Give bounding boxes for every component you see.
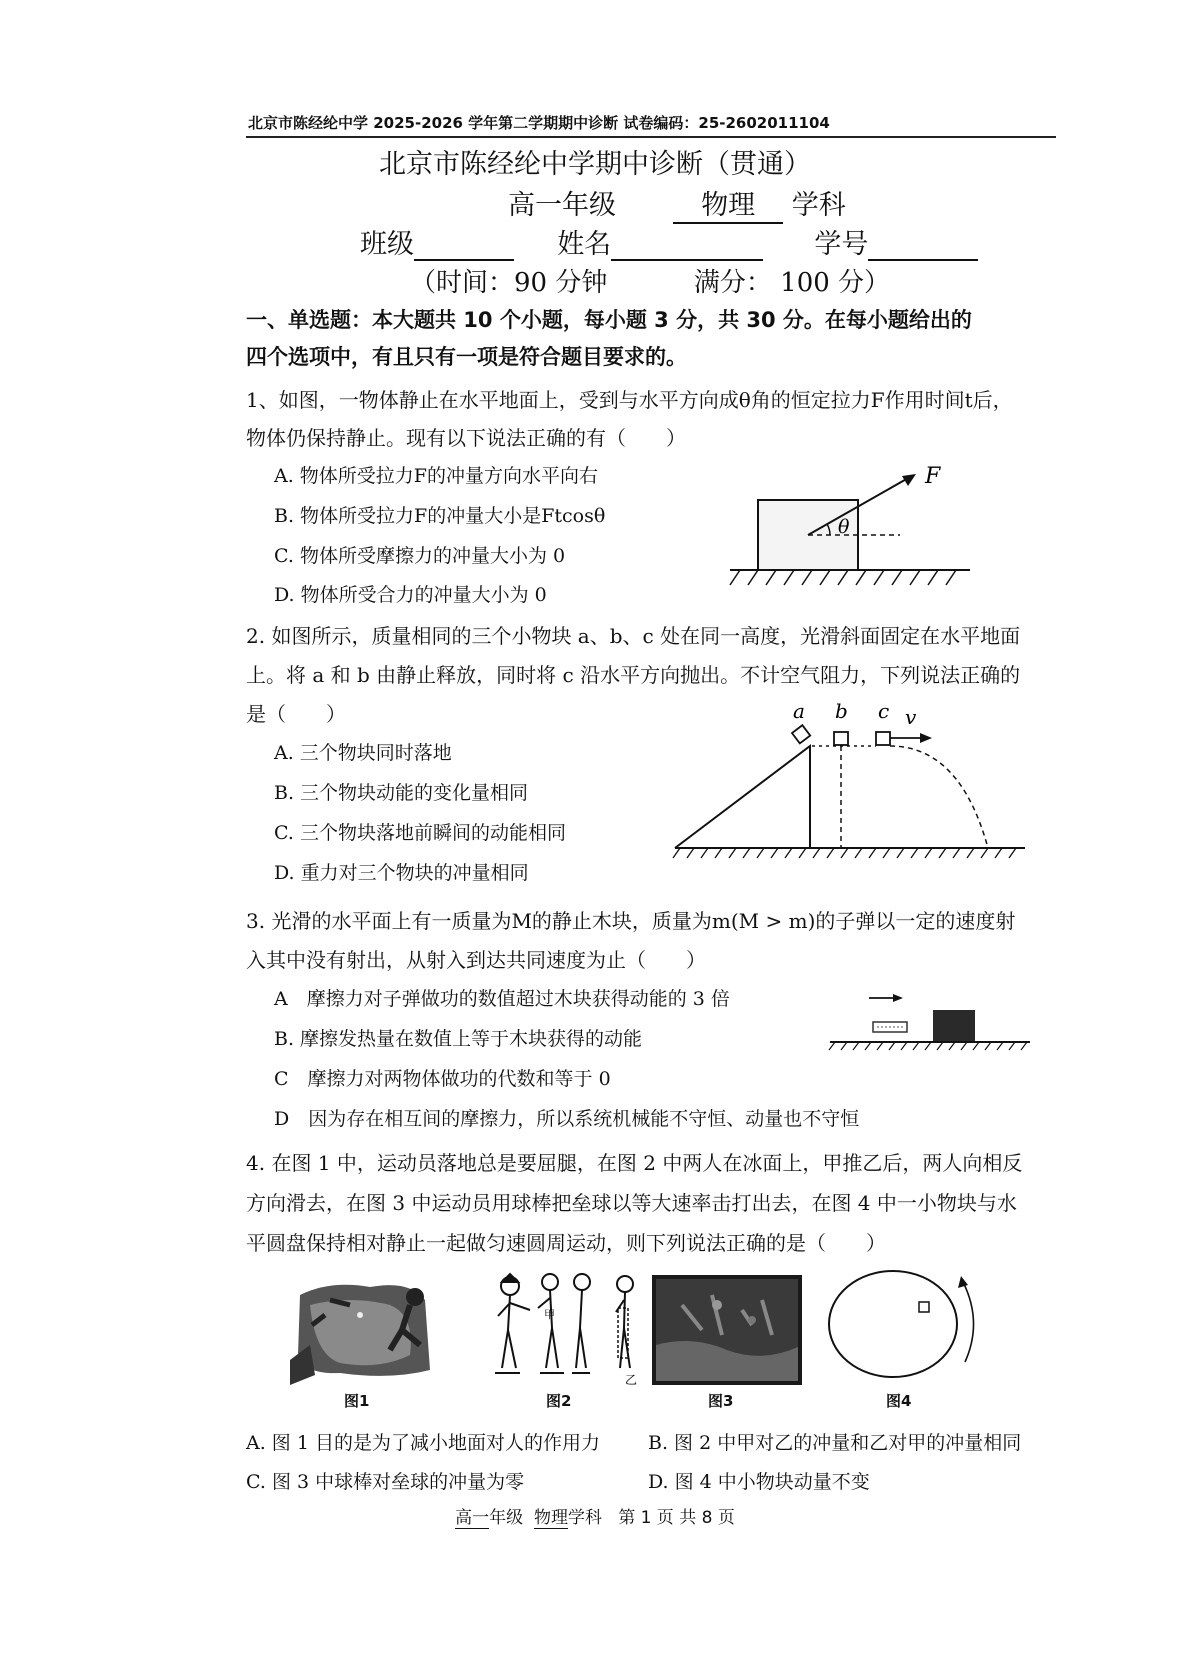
q4-option-a: A. 图 1 目的是为了减小地面对人的作用力 bbox=[246, 1432, 600, 1454]
time-info: （时间：90 分钟 bbox=[410, 268, 608, 298]
block-b bbox=[834, 732, 848, 745]
q3-option-a: A 摩擦力对子弹做功的数值超过木块获得动能的 3 倍 bbox=[274, 988, 730, 1010]
header-rule bbox=[246, 136, 1056, 138]
q1-figure bbox=[720, 455, 980, 595]
name-blank[interactable] bbox=[611, 233, 763, 261]
id-label: 学号 bbox=[814, 229, 869, 260]
q1-option-b: B. 物体所受拉力F的冲量大小是Ftcosθ bbox=[274, 505, 606, 527]
caption-fig2: 图2 bbox=[546, 1392, 572, 1410]
q3-option-c: C 摩擦力对两物体做功的代数和等于 0 bbox=[274, 1068, 611, 1090]
q2-option-b: B. 三个物块动能的变化量相同 bbox=[274, 782, 529, 804]
q1-stem-line2: 物体仍保持静止。现有以下说法正确的有（ ） bbox=[246, 426, 686, 450]
q4-figure-3 bbox=[652, 1275, 802, 1385]
label-c: c bbox=[878, 700, 890, 723]
block-a bbox=[792, 725, 810, 743]
wood-block-shape bbox=[933, 1010, 975, 1042]
force-label: F bbox=[925, 464, 941, 489]
score-info: 满分： 100 分） bbox=[693, 268, 891, 298]
id-blank[interactable] bbox=[868, 233, 978, 261]
student-info-line bbox=[360, 222, 978, 261]
q2-figure bbox=[670, 700, 1030, 865]
footer-subject: 物理 bbox=[533, 1508, 568, 1528]
footer-grade-suffix: 年级 bbox=[489, 1508, 524, 1528]
q4-option-b: B. 图 2 中甲对乙的冲量和乙对甲的冲量相同 bbox=[648, 1432, 1022, 1454]
q2-option-a: A. 三个物块同时落地 bbox=[274, 742, 452, 764]
q4-stem-line3: 平圆盘保持相对静止一起做匀速圆周运动，则下列说法正确的是（ ） bbox=[246, 1231, 886, 1255]
q3-stem-line1: 3. 光滑的水平面上有一质量为M的静止木块，质量为m(M > m)的子弹以一定的速度射 bbox=[246, 909, 1016, 933]
footer-subject-suffix: 学科 bbox=[567, 1508, 602, 1528]
class-blank[interactable] bbox=[414, 233, 514, 261]
q2-stem-line3: 是（ ） bbox=[246, 702, 346, 726]
theta-label: θ bbox=[838, 516, 850, 538]
q4-stem-line1: 4. 在图 1 中，运动员落地总是要屈腿，在图 2 中两人在冰面上，甲推乙后，两人向相反 bbox=[246, 1151, 1023, 1175]
label-a: a bbox=[793, 700, 805, 723]
q4-figure-1 bbox=[290, 1275, 440, 1385]
time-score-line bbox=[410, 262, 890, 299]
q3-figure bbox=[825, 990, 1035, 1060]
label-v: v bbox=[905, 705, 917, 729]
caption-fig1: 图1 bbox=[344, 1392, 370, 1410]
exam-header: 北京市陈经纶中学 2025-2026 学年第二学期期中诊断 试卷编码：25-2602011104 bbox=[248, 114, 830, 132]
q3-option-b: B. 摩擦发热量在数值上等于木块获得的动能 bbox=[274, 1028, 643, 1050]
q1-option-d: D. 物体所受合力的冲量大小为 0 bbox=[274, 584, 547, 606]
section-heading-line2: 四个选项中，有且只有一项是符合题目要求的。 bbox=[246, 345, 687, 369]
q1-stem-line1: 1、如图，一物体静止在水平地面上，受到与水平方向成θ角的恒定拉力F作用时间t后， bbox=[246, 388, 1013, 412]
svg-text:甲: 甲 bbox=[544, 1308, 555, 1321]
q4-figure-4 bbox=[815, 1262, 980, 1387]
caption-fig4: 图4 bbox=[886, 1392, 912, 1410]
page-number: 第 1 页 共 8 页 bbox=[618, 1508, 735, 1528]
q2-option-d: D. 重力对三个物块的冲量相同 bbox=[274, 862, 529, 884]
q4-figure-2 bbox=[490, 1268, 650, 1388]
q4-option-d: D. 图 4 中小物块动量不变 bbox=[648, 1471, 870, 1493]
page-footer bbox=[0, 1503, 1190, 1528]
name-label: 姓名 bbox=[557, 229, 612, 260]
q2-stem-line1: 2. 如图所示，质量相同的三个小物块 a、b、c 处在同一高度，光滑斜面固定在水平地面 bbox=[246, 624, 1021, 648]
subject-suffix: 学科 bbox=[791, 190, 846, 221]
class-label: 班级 bbox=[360, 229, 414, 260]
q1-option-c: C. 物体所受摩擦力的冲量大小为 0 bbox=[274, 545, 566, 567]
grade-subject-line bbox=[508, 183, 846, 224]
disc-shape bbox=[829, 1271, 957, 1377]
fig2-yi-label: 乙 bbox=[625, 1373, 638, 1387]
label-b: b bbox=[835, 700, 848, 723]
q3-stem-line2: 入其中没有射出，从射入到达共同速度为止（ ） bbox=[246, 948, 706, 972]
exam-title: 北京市陈经纶中学期中诊断（贯通） bbox=[379, 149, 811, 180]
footer-grade: 高一 bbox=[455, 1508, 490, 1528]
grade-label: 高一年级 bbox=[508, 190, 616, 221]
subject-value: 物理 bbox=[673, 183, 783, 224]
q4-stem-line2: 方向滑去，在图 3 中运动员用球棒把垒球以等大速率击打出去，在图 4 中一小物块与水 bbox=[246, 1191, 1017, 1215]
small-block-shape bbox=[919, 1302, 929, 1312]
q2-stem-line2: 上。将 a 和 b 由静止释放，同时将 c 沿水平方向抛出。不计空气阻力，下列说法正确的 bbox=[246, 663, 1021, 687]
block-c bbox=[876, 732, 890, 745]
caption-fig3: 图3 bbox=[708, 1392, 734, 1410]
q1-option-a: A. 物体所受拉力F的冲量方向水平向右 bbox=[274, 465, 598, 487]
fig2-jia-label: 甲 bbox=[490, 1384, 491, 1385]
q4-option-c: C. 图 3 中球棒对垒球的冲量为零 bbox=[246, 1471, 525, 1493]
q3-option-d: D 因为存在相互间的摩擦力，所以系统机械能不守恒、动量也不守恒 bbox=[274, 1108, 860, 1130]
section-heading-line1: 一、单选题：本大题共 10 个小题，每小题 3 分，共 30 分。在每小题给出的 bbox=[246, 308, 972, 332]
q2-option-c: C. 三个物块落地前瞬间的动能相同 bbox=[274, 822, 566, 844]
